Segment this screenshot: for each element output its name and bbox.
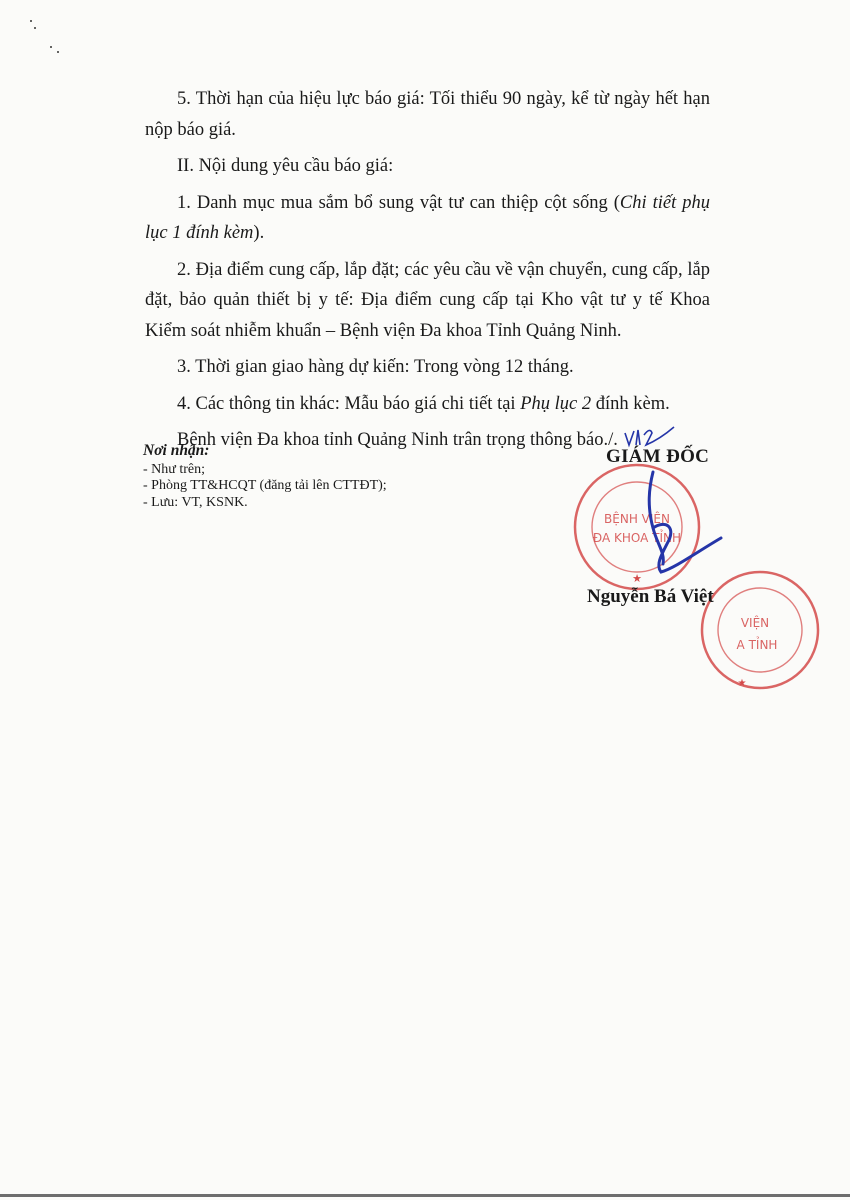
recipients-heading: Nơi nhận:	[143, 442, 210, 459]
recipient-item: - Lưu: VT, KSNK.	[143, 494, 248, 510]
seal-line: VIỆN	[740, 616, 770, 630]
seal-line: BỆNH VIỆN	[604, 512, 670, 526]
paragraph-text: 1. Danh mục mua sắm bổ sung vật tư can thiệp cột sống (	[177, 192, 620, 213]
signer-name: Nguyễn Bá Việt	[587, 586, 714, 607]
scan-speck	[30, 20, 32, 22]
handwritten-signature	[635, 468, 725, 578]
paragraph-item-2: 2. Địa điểm cung cấp, lắp đặt; các yêu cầu về vận chuyển, cung cấp, lắp đặt, bảo quản thiết bị y tế: Địa điểm cung cấp tại Kho vật tư y tế Khoa Kiểm soát nhiễm khuẩn – Bệnh viện Đa khoa Tỉnh Quảng Ninh.	[145, 259, 710, 341]
paragraph-validity: 5. Thời hạn của hiệu lực báo giá: Tối thiểu 90 ngày, kể từ ngày hết hạn nộp báo giá.	[145, 89, 710, 140]
appendix-reference: Phụ lục 2	[520, 393, 592, 414]
paragraph-text: ).	[253, 223, 265, 243]
signer-title: GIÁM ĐỐC	[606, 446, 710, 467]
paragraph-text: 4. Các thông tin khác: Mẫu báo giá chi tiết tại	[177, 393, 521, 414]
paragraph-text: đính kèm.	[591, 393, 670, 414]
star-icon: ★	[632, 573, 642, 585]
seal-line: ĐA KHOA TỈNH	[592, 531, 682, 545]
scan-speck	[57, 51, 59, 53]
paragraph-section-heading: II. Nội dung yêu cầu báo giá:	[177, 156, 394, 176]
closing-text: Bệnh viện Đa khoa tỉnh Quảng Ninh trân trọng thông báo./.	[177, 430, 618, 450]
scan-bottom-edge	[0, 1194, 850, 1197]
official-seal-partial	[700, 565, 830, 695]
recipient-item: - Như trên;	[143, 461, 206, 477]
recipient-item: - Phòng TT&HCQT (đăng tải lên CTTĐT);	[143, 478, 387, 493]
paragraph-item-4	[145, 389, 710, 420]
star-icon: ★	[737, 678, 747, 689]
paragraph-item-3: 3. Thời gian giao hàng dự kiến: Trong vòng 12 tháng.	[177, 357, 574, 377]
recipients-block	[143, 443, 387, 511]
scan-speck	[34, 27, 36, 29]
paragraph-item-1	[145, 188, 710, 249]
scan-speck	[50, 46, 52, 48]
body-text	[145, 84, 710, 462]
appendix-reference: Chi tiết phụ lục 1 đính kèm	[145, 192, 710, 243]
seal-line: A TỈNH	[736, 638, 778, 652]
